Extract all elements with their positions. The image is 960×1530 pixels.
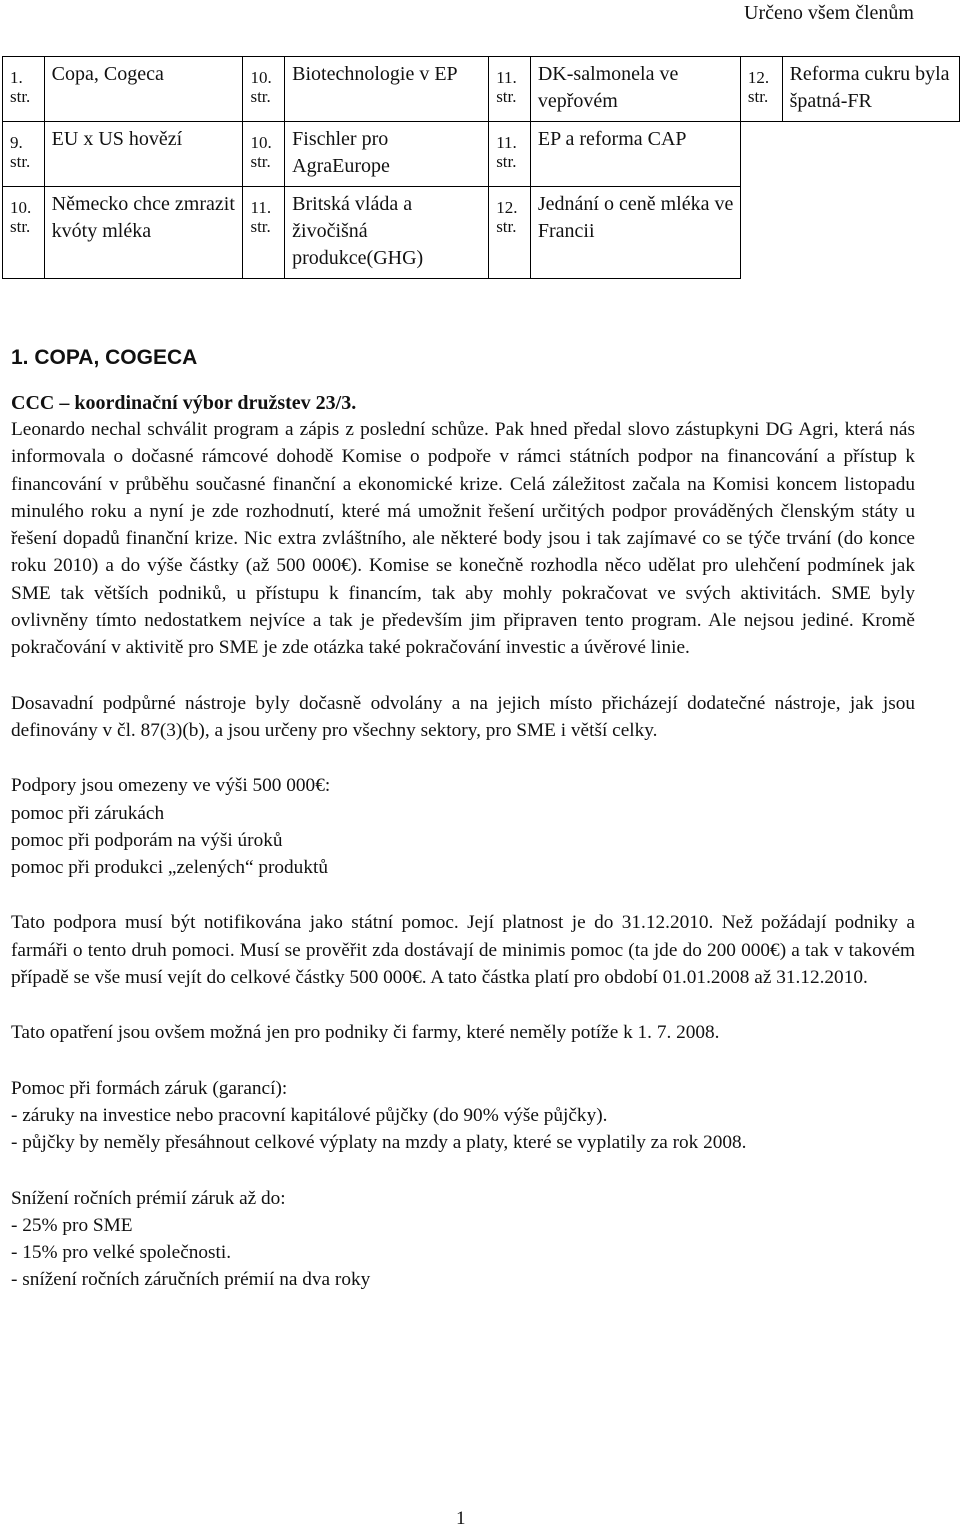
list-item: pomoc při produkci „zelených“ produktů <box>11 857 328 879</box>
main-content <box>11 346 915 1294</box>
page-number: 1 <box>456 1508 466 1529</box>
ccc-title: CCC – koordinační výbor družstev 23/3. <box>11 392 357 414</box>
table-row <box>3 122 960 187</box>
toc-title: Německo chce zmrazit kvóty mléka <box>44 187 243 279</box>
toc-title: Reforma cukru byla špatná-FR <box>782 57 959 122</box>
toc-title: Jednání o ceně mléka ve Francii <box>530 187 740 279</box>
toc-page: 10. str. <box>243 57 285 122</box>
toc-page: 10. str. <box>243 122 285 187</box>
toc-empty <box>740 187 959 279</box>
paragraph-intro: Leonardo nechal schválit program a zápis z poslední schůze. Pak hned předal slovo zástupkyni DG Agri, která nás informovala o dočasné rámcové dohodě Komise o podpoře v rámci státních podpor na financování a přístup k financování v průběhu současné finanční a ekonomické krize. Celá záležitost začala na Komisi koncem listopadu minulého roku a nyní je zde rozhodnutí, které má umožnit řešení určitých podpor prováděných členským státy u řešení dopadů finanční krize. Nic extra zvláštního, ale některé body jsou i tak zajímavé co se týče trvání (do konce roku 2010) a do výše částky (až 500 000€). Komise se konečně rozhodla něco udělat pro ulehčení podmínek jak SME tak větších podniků, u přístupu k financím, tak aby mohly pokračovat ve svých aktivitách. SME byly ovlivněny tímto nedostatkem nejvíce a tak je především jim připraven tento program. Ale nejsou jediné. Kromě pokračování v aktivitě pro SME je zde otázka také pokračování investic a úvěrové linie. <box>11 419 915 659</box>
table-row <box>3 187 960 279</box>
toc-page: 11. str. <box>243 187 285 279</box>
paragraph-eligibility: Tato opatření jsou ovšem možná jen pro podniky či farmy, které neměly potíže k 1. 7. 2008. <box>11 1022 720 1044</box>
guarantee-section <box>11 1075 915 1157</box>
toc-title: EP a reforma CAP <box>530 122 740 187</box>
list-item: - záruky na investice nebo pracovní kapitálové půjčky (do 90% výše půjčky). <box>11 1104 608 1126</box>
toc-page: 1. str. <box>3 57 45 122</box>
reduction-list-title: Snížení ročních prémií záruk až do: <box>11 1187 286 1209</box>
section-heading: 1. COPA, COGECA <box>11 346 198 369</box>
list-item: - 25% pro SME <box>11 1214 133 1236</box>
list-item: - snížení ročních záručních prémií na dva roky <box>11 1269 371 1291</box>
toc-page: 11. str. <box>489 57 531 122</box>
table-of-contents <box>2 56 960 279</box>
toc-title: Britská vláda a živočišná produkce(GHG) <box>285 187 489 279</box>
toc-title: Fischler pro AgraEurope <box>285 122 489 187</box>
toc-title: Copa, Cogeca <box>44 57 243 122</box>
toc-title: EU x US hovězí <box>44 122 243 187</box>
toc-page: 11. str. <box>489 122 531 187</box>
toc-page: 10. str. <box>3 187 45 279</box>
toc-empty <box>740 122 959 187</box>
toc-title: Biotechnologie v EP <box>285 57 489 122</box>
reduction-list <box>11 1185 915 1294</box>
header-note: Určeno všem členům <box>744 2 914 24</box>
toc-page: 9. str. <box>3 122 45 187</box>
list-item: pomoc při podporám na výši úroků <box>11 829 283 851</box>
toc-page: 12. str. <box>740 57 782 122</box>
list-item: - 15% pro velké společnosti. <box>11 1242 232 1264</box>
support-list <box>11 772 915 881</box>
list-item: pomoc při zárukách <box>11 802 165 824</box>
toc-title: DK-salmonela ve vepřovém <box>530 57 740 122</box>
paragraph-tools: Dosavadní podpůrné nástroje byly dočasně odvolány a na jejich místo přicházejí dodatečné nástroje, jak jsou definovány v čl. 87(3)(b), a jsou určeny pro všechny sektory, pro SME i větší celky. <box>11 692 915 741</box>
paragraph-notification: Tato podpora musí být notifikována jako státní pomoc. Její platnost je do 31.12.2010. Než požádají podniky a farmáři o tento druh pomoci. Musí se prověřit zda dostávají de minimis pomoc (ta jde do 200 000€) a tak v takovém případě se vše musí vejít do celkové částky 500 000€. A tato částka platí pro období 01.01.2008 až 31.12.2010. <box>11 912 915 989</box>
table-row <box>3 57 960 122</box>
guarantee-title: Pomoc při formách záruk (garancí): <box>11 1077 288 1099</box>
toc-page: 12. str. <box>489 187 531 279</box>
support-list-title: Podpory jsou omezeny ve výši 500 000€: <box>11 775 331 797</box>
list-item: - půjčky by neměly přesáhnout celkové výplaty na mzdy a platy, které se vyplatily za rok 2008. <box>11 1132 747 1154</box>
